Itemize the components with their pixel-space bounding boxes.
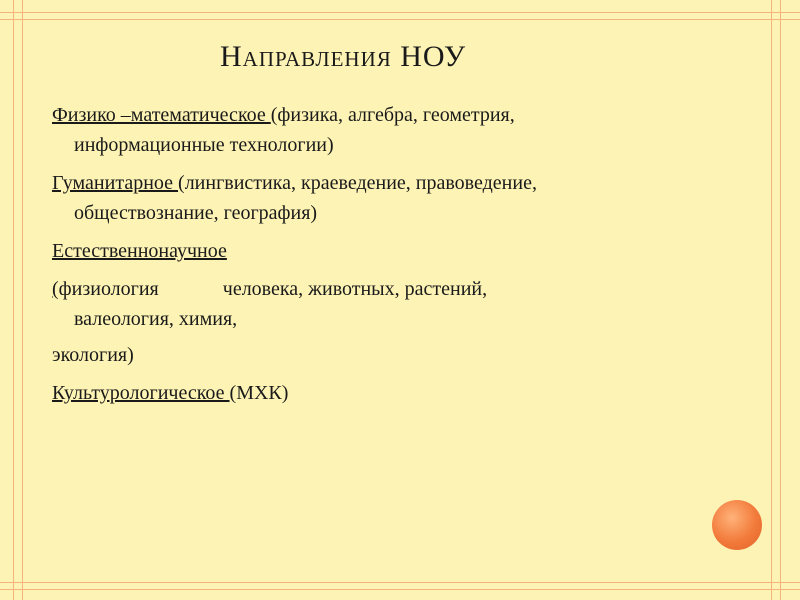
slide-content	[52, 100, 742, 416]
list-item-line	[52, 236, 742, 266]
direction-subjects: (МХК)	[229, 382, 289, 404]
list-item	[52, 274, 742, 334]
list-item-line	[52, 274, 742, 304]
slide-title: Направления НОУ	[220, 40, 467, 73]
list-item	[52, 236, 742, 266]
list-item-line: экология)	[52, 344, 134, 366]
list-item-line	[52, 378, 742, 408]
decorative-circle-icon	[712, 500, 762, 550]
direction-subjects: (лингвистика, краеведение, правоведение,	[178, 172, 537, 194]
list-item-continuation: информационные технологии)	[74, 134, 334, 156]
subject-part-b: человека, животных, растений,	[222, 278, 488, 300]
direction-name: Гуманитарное	[52, 172, 179, 194]
list-item	[52, 340, 742, 370]
open-paren: (	[52, 278, 59, 300]
direction-name: Естественнонаучное	[52, 240, 227, 262]
subject-part-a: физиология	[58, 278, 159, 300]
list-item	[52, 378, 742, 408]
frame-line-bottom	[0, 582, 800, 590]
direction-name: Физико –математическое	[52, 104, 271, 126]
list-item	[52, 100, 742, 160]
frame-line-top	[0, 12, 800, 20]
list-item-continuation: обществознание, география)	[74, 202, 318, 224]
list-item-continuation: валеология, химия,	[74, 308, 238, 330]
direction-name: Культурологическое	[52, 382, 230, 404]
direction-subjects: (физика, алгебра, геометрия,	[270, 104, 515, 126]
list-item-line	[52, 100, 742, 130]
list-item-line	[52, 168, 742, 198]
list-item	[52, 168, 742, 228]
frame-line-left	[13, 0, 23, 600]
frame-line-right	[771, 0, 781, 600]
